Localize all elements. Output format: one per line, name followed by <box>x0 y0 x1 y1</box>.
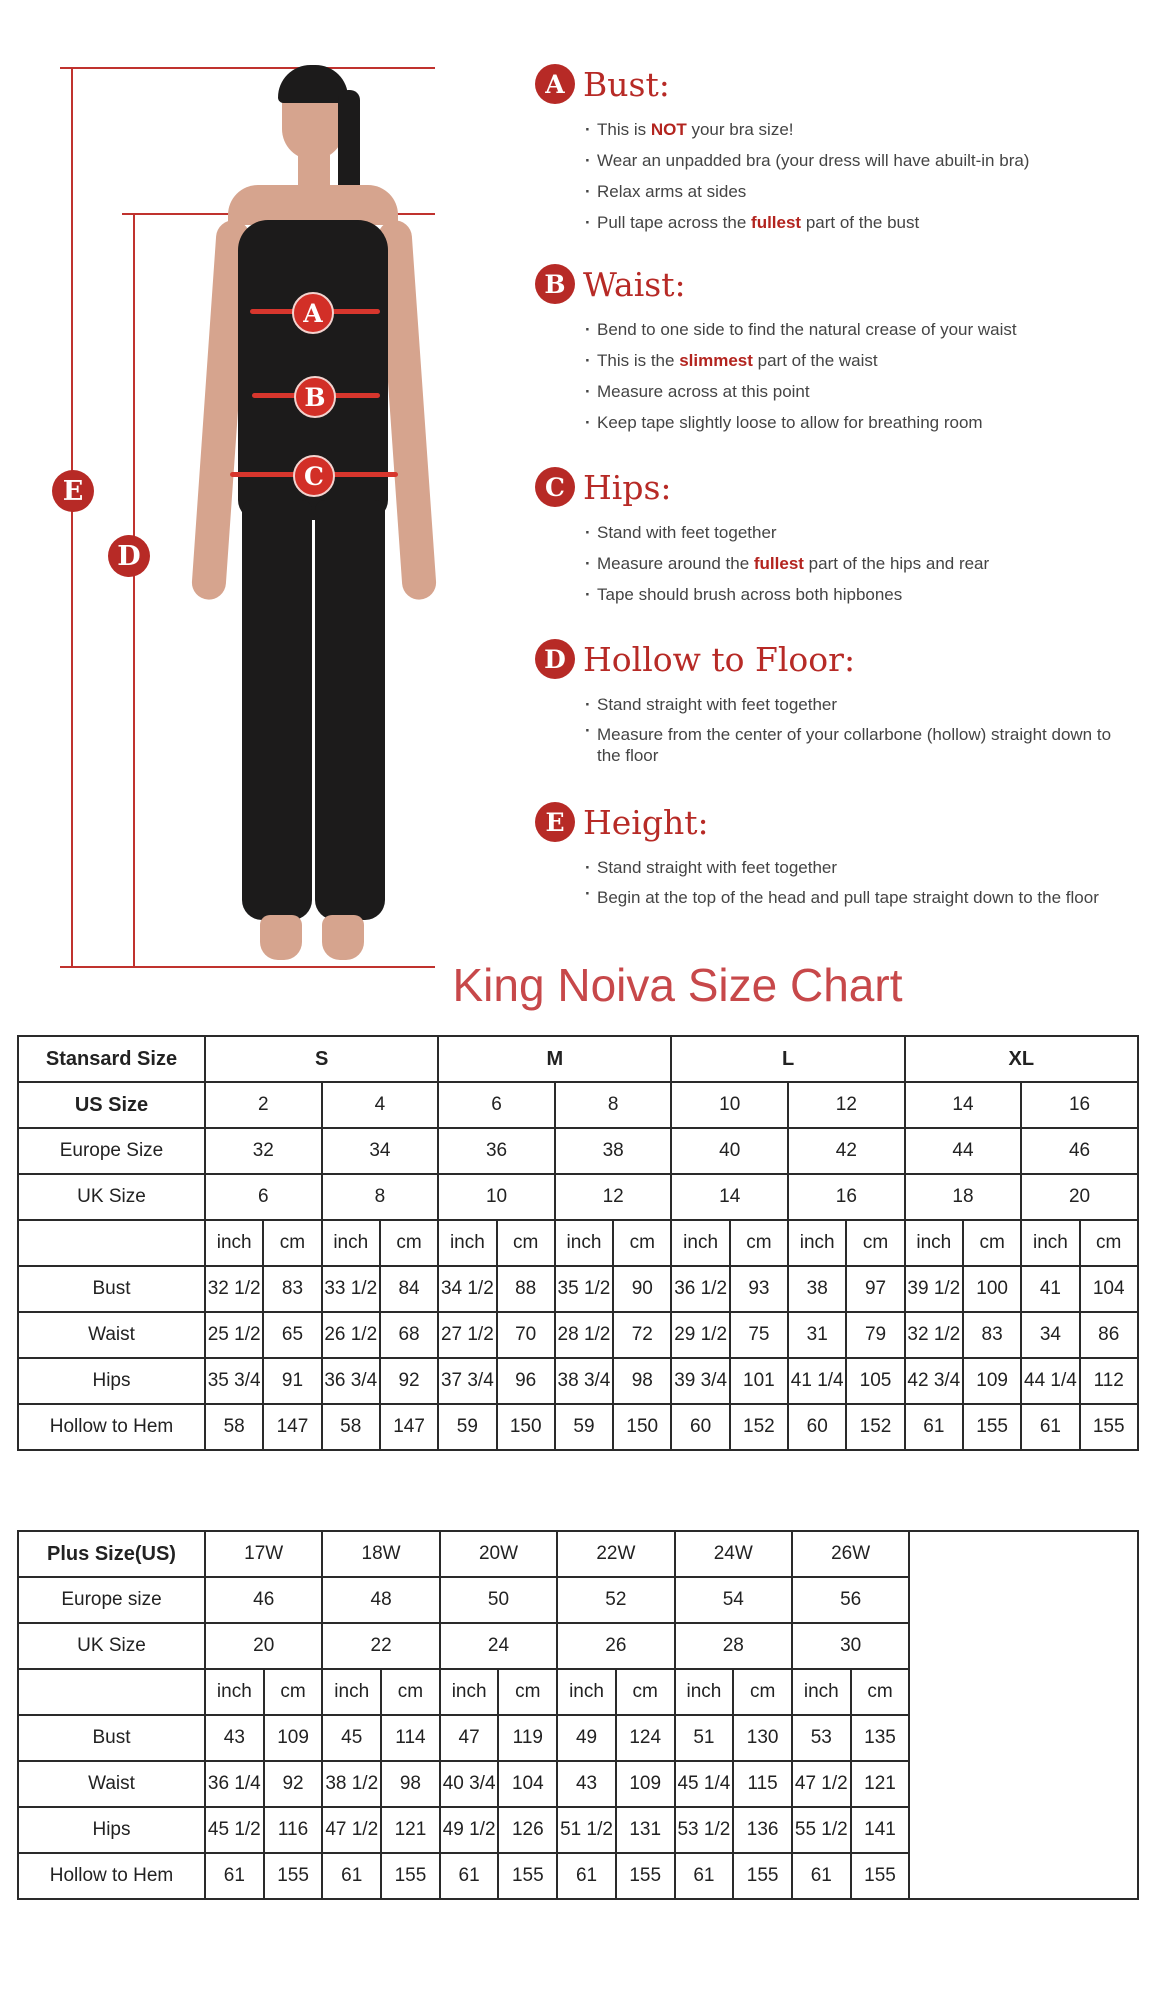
bullet-text: Stand straight with feet together <box>597 858 838 877</box>
measurement-value: 27 1/2 <box>438 1312 496 1358</box>
us-size-label: US Size <box>18 1082 205 1128</box>
figure-right-leg <box>315 500 385 920</box>
section-title: Hips: <box>583 467 672 507</box>
europe-size-cell: 40 <box>671 1128 788 1174</box>
bullet-item <box>585 720 1135 772</box>
europe-size-cell: 52 <box>557 1577 674 1623</box>
measurement-value: 155 <box>851 1853 910 1899</box>
bullet-text: This is <box>597 120 651 139</box>
unit-inch-cell: inch <box>555 1220 613 1266</box>
measurement-value: 33 1/2 <box>322 1266 380 1312</box>
measurement-value: 58 <box>322 1404 380 1450</box>
highlight-text: fullest <box>753 554 804 573</box>
europe-size-label: Europe size <box>18 1577 205 1623</box>
bullet-text: Keep tape slightly loose to allow for breathing room <box>597 413 983 432</box>
unit-inch-cell: inch <box>322 1669 381 1715</box>
section-waist <box>535 262 1135 438</box>
measurement-value: 49 <box>557 1715 616 1761</box>
measurement-value: 25 1/2 <box>205 1312 263 1358</box>
measurement-value: 65 <box>263 1312 321 1358</box>
bullet-text: part of the hips and rear <box>803 554 990 573</box>
bullet-text: Stand with feet together <box>597 523 777 542</box>
measurement-value: 29 1/2 <box>671 1312 729 1358</box>
label-d-badge: D <box>108 535 150 577</box>
unit-cm-cell: cm <box>730 1220 788 1266</box>
figure-shoulders <box>228 185 398 225</box>
bullet-text: part of the bust <box>801 213 920 232</box>
measurement-value: 136 <box>733 1807 792 1853</box>
standard-size-table <box>17 1035 1139 1451</box>
measurement-value: 86 <box>1080 1312 1138 1358</box>
blank-side-cell <box>909 1531 1138 1899</box>
measurement-value: 97 <box>846 1266 904 1312</box>
uk-size-cell: 20 <box>205 1623 322 1669</box>
uk-size-cell: 18 <box>905 1174 1022 1220</box>
measurement-value: 32 1/2 <box>905 1312 963 1358</box>
bullet-item <box>585 314 1135 345</box>
uk-size-cell: 20 <box>1021 1174 1138 1220</box>
unit-cm-cell: cm <box>846 1220 904 1266</box>
measurement-value: 41 <box>1021 1266 1079 1312</box>
bullet-text: Wear an unpadded bra (your dress will have abuilt-in bra) <box>597 151 1030 170</box>
measurement-value: 31 <box>788 1312 846 1358</box>
figure-right-foot <box>322 915 364 960</box>
measurement-value: 55 1/2 <box>792 1807 851 1853</box>
measurement-value: 38 3/4 <box>555 1358 613 1404</box>
bullet-text: Relax arms at sides <box>597 182 747 201</box>
uk-size-label: UK Size <box>18 1623 205 1669</box>
uk-size-cell: 16 <box>788 1174 905 1220</box>
figure-left-foot <box>260 915 302 960</box>
measurement-value: 155 <box>381 1853 440 1899</box>
unit-inch-cell: inch <box>675 1669 734 1715</box>
measurement-value: 135 <box>851 1715 910 1761</box>
bullet-text: This is the <box>597 351 680 370</box>
section-title: Waist: <box>583 264 686 304</box>
bullet-item <box>585 145 1135 176</box>
measurement-value: 53 <box>792 1715 851 1761</box>
europe-size-cell: 44 <box>905 1128 1022 1174</box>
measurement-value: 32 1/2 <box>205 1266 263 1312</box>
measurement-value: 152 <box>846 1404 904 1450</box>
bullet-item <box>585 345 1135 376</box>
measurement-value: 119 <box>498 1715 557 1761</box>
europe-size-cell: 56 <box>792 1577 909 1623</box>
us-size-cell: 16 <box>1021 1082 1138 1128</box>
measurement-value: 83 <box>263 1266 321 1312</box>
measurement-label: Bust <box>18 1715 205 1761</box>
section-letter-badge: B <box>535 264 575 304</box>
europe-size-cell: 46 <box>1021 1128 1138 1174</box>
measurement-value: 116 <box>264 1807 323 1853</box>
section-bust <box>535 62 1135 238</box>
measurement-value: 150 <box>613 1404 671 1450</box>
bullet-text: Measure from the center of your collarbone (hollow) straight down to the floor <box>597 725 1112 765</box>
unit-inch-cell: inch <box>1021 1220 1079 1266</box>
measurement-value: 58 <box>205 1404 263 1450</box>
measurement-value: 96 <box>497 1358 555 1404</box>
plus-size-row <box>18 1531 1138 1577</box>
bullet-text: Tape should brush across both hipbones <box>597 585 903 604</box>
measurement-value: 84 <box>380 1266 438 1312</box>
plus-size-cell: 26W <box>792 1531 909 1577</box>
europe-size-cell: 50 <box>440 1577 557 1623</box>
section-letter-badge: D <box>535 639 575 679</box>
uk-size-cell: 28 <box>675 1623 792 1669</box>
measurement-value: 61 <box>440 1853 499 1899</box>
section-height <box>535 800 1135 914</box>
unit-row <box>18 1220 1138 1266</box>
measurement-value: 36 1/2 <box>671 1266 729 1312</box>
measurement-value: 35 1/2 <box>555 1266 613 1312</box>
empty-cell <box>18 1669 205 1715</box>
uk-size-cell: 26 <box>557 1623 674 1669</box>
measurement-value: 60 <box>788 1404 846 1450</box>
size-group-header: S <box>205 1036 438 1082</box>
measurement-value: 131 <box>616 1807 675 1853</box>
measurement-value: 26 1/2 <box>322 1312 380 1358</box>
bullet-item <box>585 852 1135 883</box>
measurement-value: 45 <box>322 1715 381 1761</box>
unit-inch-cell: inch <box>671 1220 729 1266</box>
measurement-value: 60 <box>671 1404 729 1450</box>
measurement-value: 34 1/2 <box>438 1266 496 1312</box>
europe-size-row <box>18 1128 1138 1174</box>
measurement-value: 155 <box>1080 1404 1138 1450</box>
size-group-header: M <box>438 1036 671 1082</box>
measurement-value: 49 1/2 <box>440 1807 499 1853</box>
section-letter-badge: C <box>535 467 575 507</box>
measurement-value: 70 <box>497 1312 555 1358</box>
measurement-value: 98 <box>613 1358 671 1404</box>
hollow-line-vertical <box>133 213 135 966</box>
measurement-row <box>18 1358 1138 1404</box>
unit-cm-cell: cm <box>380 1220 438 1266</box>
unit-inch-cell: inch <box>905 1220 963 1266</box>
height-line-vertical <box>71 67 73 967</box>
section-bullets <box>585 314 1135 438</box>
europe-size-label: Europe Size <box>18 1128 205 1174</box>
highlight-text: slimmest <box>679 351 753 370</box>
measurement-value: 92 <box>380 1358 438 1404</box>
measurement-value: 35 3/4 <box>205 1358 263 1404</box>
measurement-label: Hollow to Hem <box>18 1853 205 1899</box>
unit-inch-cell: inch <box>792 1669 851 1715</box>
measurement-value: 75 <box>730 1312 788 1358</box>
europe-size-cell: 34 <box>322 1128 439 1174</box>
unit-inch-cell: inch <box>205 1220 263 1266</box>
measurement-value: 47 1/2 <box>322 1807 381 1853</box>
bullet-item <box>585 114 1135 145</box>
measurement-value: 38 1/2 <box>322 1761 381 1807</box>
measurement-value: 51 1/2 <box>557 1807 616 1853</box>
section-header <box>535 465 1135 509</box>
unit-inch-cell: inch <box>557 1669 616 1715</box>
bullet-item <box>585 883 1135 914</box>
section-header <box>535 800 1135 844</box>
measurement-value: 39 1/2 <box>905 1266 963 1312</box>
measurement-value: 59 <box>438 1404 496 1450</box>
section-header <box>535 262 1135 306</box>
plus-size-cell: 22W <box>557 1531 674 1577</box>
measurement-value: 112 <box>1080 1358 1138 1404</box>
uk-size-cell: 22 <box>322 1623 439 1669</box>
measurement-value: 155 <box>616 1853 675 1899</box>
bullet-text: Measure around the <box>597 554 754 573</box>
size-group-header: XL <box>905 1036 1138 1082</box>
measurement-label: Waist <box>18 1761 205 1807</box>
bullet-item <box>585 689 1135 720</box>
measurement-value: 42 3/4 <box>905 1358 963 1404</box>
plus-size-table <box>17 1530 1139 1900</box>
waist-badge: B <box>294 376 336 418</box>
europe-size-cell: 48 <box>322 1577 439 1623</box>
bullet-text: Measure across at this point <box>597 382 810 401</box>
bullet-text: your bra size! <box>686 120 794 139</box>
unit-cm-cell: cm <box>613 1220 671 1266</box>
measurement-value: 114 <box>381 1715 440 1761</box>
us-size-cell: 2 <box>205 1082 322 1128</box>
measurement-value: 147 <box>380 1404 438 1450</box>
standard-size-row <box>18 1036 1138 1082</box>
measurement-value: 34 <box>1021 1312 1079 1358</box>
highlight-text: NOT <box>650 120 687 139</box>
measurement-value: 47 <box>440 1715 499 1761</box>
section-title: Bust: <box>583 64 670 104</box>
bullet-text: part of the waist <box>752 351 878 370</box>
measurement-value: 37 3/4 <box>438 1358 496 1404</box>
measurement-value: 38 <box>788 1266 846 1312</box>
europe-size-cell: 38 <box>555 1128 672 1174</box>
bullet-item <box>585 376 1135 407</box>
measurement-value: 61 <box>905 1404 963 1450</box>
measurement-value: 45 1/4 <box>675 1761 734 1807</box>
measurement-value: 155 <box>498 1853 557 1899</box>
unit-cm-cell: cm <box>264 1669 323 1715</box>
bullet-item <box>585 407 1135 438</box>
uk-size-cell: 8 <box>322 1174 439 1220</box>
size-group-header: L <box>671 1036 904 1082</box>
measurement-value: 141 <box>851 1807 910 1853</box>
bust-badge: A <box>292 292 334 334</box>
unit-cm-cell: cm <box>1080 1220 1138 1266</box>
hips-badge: C <box>293 455 335 497</box>
unit-inch-cell: inch <box>440 1669 499 1715</box>
measurement-value: 91 <box>263 1358 321 1404</box>
measurement-label: Bust <box>18 1266 205 1312</box>
unit-cm-cell: cm <box>497 1220 555 1266</box>
empty-cell <box>18 1220 205 1266</box>
plus-size-header: Plus Size(US) <box>18 1531 205 1577</box>
measurement-value: 109 <box>616 1761 675 1807</box>
measurement-value: 28 1/2 <box>555 1312 613 1358</box>
unit-inch-cell: inch <box>438 1220 496 1266</box>
section-hips <box>535 465 1135 610</box>
section-hollow-to-floor <box>535 637 1135 772</box>
measurement-row <box>18 1312 1138 1358</box>
uk-size-cell: 12 <box>555 1174 672 1220</box>
unit-cm-cell: cm <box>733 1669 792 1715</box>
measurement-value: 90 <box>613 1266 671 1312</box>
measurement-value: 147 <box>263 1404 321 1450</box>
measurement-value: 36 3/4 <box>322 1358 380 1404</box>
measurement-row <box>18 1266 1138 1312</box>
bullet-text: Stand straight with feet together <box>597 695 838 714</box>
plus-size-cell: 17W <box>205 1531 322 1577</box>
measurement-value: 121 <box>851 1761 910 1807</box>
measurement-value: 124 <box>616 1715 675 1761</box>
uk-size-cell: 30 <box>792 1623 909 1669</box>
measurement-row <box>18 1404 1138 1450</box>
uk-size-cell: 6 <box>205 1174 322 1220</box>
measurement-value: 61 <box>557 1853 616 1899</box>
plus-size-cell: 24W <box>675 1531 792 1577</box>
unit-inch-cell: inch <box>322 1220 380 1266</box>
measurement-value: 61 <box>205 1853 264 1899</box>
section-letter-badge: A <box>535 64 575 104</box>
measurement-label: Hips <box>18 1807 205 1853</box>
measurement-value: 92 <box>264 1761 323 1807</box>
unit-cm-cell: cm <box>381 1669 440 1715</box>
us-size-cell: 12 <box>788 1082 905 1128</box>
section-bullets <box>585 689 1135 772</box>
highlight-text: fullest <box>751 213 802 232</box>
measurement-value: 109 <box>963 1358 1021 1404</box>
bullet-text: Bend to one side to find the natural crease of your waist <box>597 320 1017 339</box>
measurement-value: 130 <box>733 1715 792 1761</box>
measurement-value: 88 <box>497 1266 555 1312</box>
measurement-guide <box>0 0 1155 980</box>
bullet-text: Pull tape across the <box>597 213 752 232</box>
measurement-value: 39 3/4 <box>671 1358 729 1404</box>
us-size-cell: 6 <box>438 1082 555 1128</box>
unit-cm-cell: cm <box>963 1220 1021 1266</box>
size-chart-title: King Noiva Size Chart <box>452 959 903 1011</box>
unit-cm-cell: cm <box>263 1220 321 1266</box>
measurement-value: 47 1/2 <box>792 1761 851 1807</box>
measurement-value: 51 <box>675 1715 734 1761</box>
unit-cm-cell: cm <box>851 1669 910 1715</box>
model-figure <box>190 60 450 980</box>
measurement-value: 100 <box>963 1266 1021 1312</box>
unit-inch-cell: inch <box>788 1220 846 1266</box>
section-bullets <box>585 114 1135 238</box>
measurement-label: Hips <box>18 1358 205 1404</box>
measurement-value: 109 <box>264 1715 323 1761</box>
measurement-value: 61 <box>1021 1404 1079 1450</box>
unit-inch-cell: inch <box>205 1669 264 1715</box>
measurement-value: 36 1/4 <box>205 1761 264 1807</box>
section-header <box>535 637 1135 681</box>
measurement-value: 72 <box>613 1312 671 1358</box>
measurement-value: 105 <box>846 1358 904 1404</box>
bullet-item <box>585 176 1135 207</box>
measurement-value: 43 <box>205 1715 264 1761</box>
europe-size-cell: 36 <box>438 1128 555 1174</box>
measurement-value: 98 <box>381 1761 440 1807</box>
bullet-item <box>585 517 1135 548</box>
europe-size-cell: 42 <box>788 1128 905 1174</box>
section-title: Hollow to Floor: <box>583 639 856 679</box>
figure-left-leg <box>242 500 312 920</box>
uk-size-label: UK Size <box>18 1174 205 1220</box>
section-letter-badge: E <box>535 802 575 842</box>
measurement-label: Hollow to Hem <box>18 1404 205 1450</box>
section-bullets <box>585 852 1135 914</box>
us-size-cell: 4 <box>322 1082 439 1128</box>
bullet-item <box>585 579 1135 610</box>
label-e-badge: E <box>52 470 94 512</box>
measurement-value: 41 1/4 <box>788 1358 846 1404</box>
measurement-value: 126 <box>498 1807 557 1853</box>
uk-size-cell: 24 <box>440 1623 557 1669</box>
section-header <box>535 62 1135 106</box>
measurement-value: 40 3/4 <box>440 1761 499 1807</box>
plus-size-cell: 20W <box>440 1531 557 1577</box>
measurement-value: 61 <box>792 1853 851 1899</box>
uk-size-cell: 14 <box>671 1174 788 1220</box>
unit-cm-cell: cm <box>498 1669 557 1715</box>
measurement-value: 155 <box>264 1853 323 1899</box>
measurement-value: 53 1/2 <box>675 1807 734 1853</box>
measurement-value: 61 <box>322 1853 381 1899</box>
uk-size-cell: 10 <box>438 1174 555 1220</box>
uk-size-row <box>18 1174 1138 1220</box>
plus-size-cell: 18W <box>322 1531 439 1577</box>
section-title: Height: <box>583 802 709 842</box>
measurement-value: 61 <box>675 1853 734 1899</box>
bullet-text: Begin at the top of the head and pull tape straight down to the floor <box>597 888 1099 907</box>
measurement-value: 155 <box>733 1853 792 1899</box>
bullet-item <box>585 548 1135 579</box>
measurement-value: 155 <box>963 1404 1021 1450</box>
measurement-value: 79 <box>846 1312 904 1358</box>
us-size-row <box>18 1082 1138 1128</box>
standard-size-header: Stansard Size <box>18 1036 205 1082</box>
measurement-value: 121 <box>381 1807 440 1853</box>
us-size-cell: 10 <box>671 1082 788 1128</box>
measurement-value: 59 <box>555 1404 613 1450</box>
unit-cm-cell: cm <box>616 1669 675 1715</box>
europe-size-cell: 54 <box>675 1577 792 1623</box>
measurement-value: 83 <box>963 1312 1021 1358</box>
measurement-value: 115 <box>733 1761 792 1807</box>
measurement-value: 93 <box>730 1266 788 1312</box>
europe-size-cell: 46 <box>205 1577 322 1623</box>
measurement-value: 150 <box>497 1404 555 1450</box>
measurement-value: 45 1/2 <box>205 1807 264 1853</box>
measurement-value: 44 1/4 <box>1021 1358 1079 1404</box>
measurement-value: 104 <box>1080 1266 1138 1312</box>
measurement-label: Waist <box>18 1312 205 1358</box>
section-bullets <box>585 517 1135 610</box>
measurement-value: 68 <box>380 1312 438 1358</box>
measurement-value: 101 <box>730 1358 788 1404</box>
measurement-value: 152 <box>730 1404 788 1450</box>
us-size-cell: 8 <box>555 1082 672 1128</box>
europe-size-cell: 32 <box>205 1128 322 1174</box>
bullet-item <box>585 207 1135 238</box>
measurement-value: 104 <box>498 1761 557 1807</box>
us-size-cell: 14 <box>905 1082 1022 1128</box>
measurement-value: 43 <box>557 1761 616 1807</box>
